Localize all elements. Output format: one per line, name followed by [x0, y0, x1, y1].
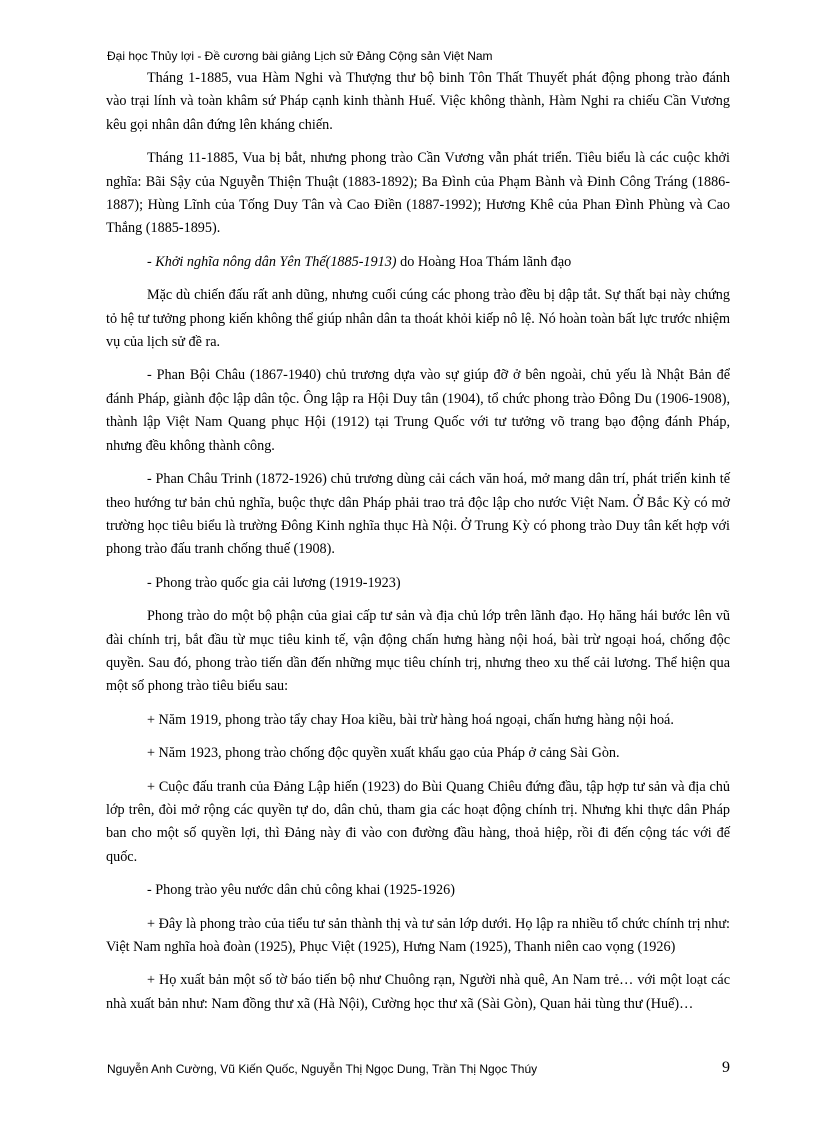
- paragraph-phan-boi-chau: - Phan Bội Châu (1867-1940) chủ trương dựa vào sự giúp đỡ ở bên ngoài, chủ yếu là Nhật Bản để đánh Pháp, giành độc lập dân tộc. Ông lập ra Hội Duy tân (1904), tổ chức phong trào Đông Du (1906-1908), thành lập Việt Nam Quang phục Hội (1912) tại Trung Quốc với tư tưởng võ trang bạo động đánh Pháp, nhưng đều không thành công.: [106, 367, 730, 454]
- paragraph-tieu-tu-san: + Đây là phong trào của tiểu tư sản thành thị và tư sản lớp dưới. Họ lập ra nhiều tổ chức chính trị như: Việt Nam nghĩa hoà đoàn (1925), Phục Việt (1925), Hưng Nam (1925), Thanh niên cao vọng (1926): [106, 915, 730, 955]
- paragraph-failure: Mặc dù chiến đấu rất anh dũng, nhưng cuối cúng các phong trào đều bị dập tắt. Sự thất bại này chứng tỏ hệ tư tưởng phong kiến không thể giúp nhân dân ta thoát khỏi kiếp nô lệ. Nó hoàn toàn bất lực trước nhiệm vụ của lịch sử đề ra.: [106, 287, 730, 351]
- body-text: [106, 67, 730, 1016]
- running-footer: Nguyễn Anh Cường, Vũ Kiến Quốc, Nguyễn Thị Ngọc Dung, Trần Thị Ngọc Thúy: [107, 1062, 538, 1076]
- page-number: 9: [722, 1059, 730, 1076]
- paragraph-heading-cai-luong: - Phong trào quốc gia cải lương (1919-1923): [147, 574, 401, 591]
- paragraph-heading-dan-chu: - Phong trào yêu nước dân chủ công khai (1925-1926): [147, 882, 455, 899]
- paragraph-phan-chau-trinh: - Phan Châu Trinh (1872-1926) chủ trương dùng cải cách văn hoá, mở mang dân trí, phát triển kinh tế theo hướng tư bản chủ nghĩa, buộc thực dân Pháp phải trao trả độc lập cho nước Việt Nam. Ở Bắc Kỳ có mở trường học tiêu biểu là trường Đông Kinh nghĩa thục Hà Nội. Ở Trung Kỳ có phong trào Duy tân kết hợp với phong trào đấu tranh chống thuế (1908).: [106, 471, 730, 558]
- yen-the-heading: - Khởi nghĩa nông dân Yên Thế(1885-1913): [147, 253, 397, 270]
- paragraph-cai-luong-desc: Phong trào do một bộ phận của giai cấp tư sản và địa chủ lớp trên lãnh đạo. Họ hăng hái bước lên vũ đài chính trị, bắt đầu từ mục tiêu kinh tế, vận động chấn hưng hàng nội hoá, bài trừ ngoại hoá, chống độc quyền. Sau đó, phong trào tiến dần đến những mục tiêu chính trị, nhưng theo xu thế cải lương. Thể hiện qua một số phong trào tiêu biểu sau:: [106, 608, 730, 695]
- yen-the-leader: do Hoàng Hoa Thám lãnh đạo: [396, 253, 572, 270]
- paragraph-bao-chi: + Họ xuất bản một số tờ báo tiến bộ như Chuông rạn, Người nhà quê, An Nam trẻ… với một loạt các nhà xuất bản như: Nam đồng thư xã (Hà Nội), Cường học thư xã (Sài Gòn), Quan hải tùng thư (Huế)…: [106, 972, 730, 1012]
- paragraph-1923: + Năm 1923, phong trào chống độc quyền xuất khẩu gạo của Pháp ở cảng Sài Gòn.: [147, 745, 620, 762]
- paragraph-yen-the: [106, 251, 730, 274]
- paragraph-ham-nghi: Tháng 1-1885, vua Hàm Nghi và Thượng thư bộ binh Tôn Thất Thuyết phát động phong trào đánh vào trại lính và toàn khâm sứ Pháp cạnh kinh thành Huế. Việc không thành, Hàm Nghi ra chiếu Cần Vương kêu gọi nhân dân đứng lên kháng chiến.: [106, 70, 730, 133]
- running-header: Đại học Thủy lợi - Đề cương bài giảng Lịch sử Đảng Cộng sản Việt Nam: [107, 49, 493, 63]
- paragraph-1919: + Năm 1919, phong trào tẩy chay Hoa kiều, bài trừ hàng hoá ngoại, chấn hưng hàng nội hoá.: [147, 711, 674, 728]
- paragraph-lap-hien: + Cuộc đấu tranh của Đảng Lập hiến (1923) do Bùi Quang Chiêu đứng đầu, tập hợp tư sản và địa chủ lớp trên, đòi mở rộng các quyền tự do, dân chủ, tham gia các hoạt động chính trị. Nhưng khi thực dân Pháp ban cho một số quyền lợi, thì Đảng này đi vào con đường đầu hàng, thoả hiệp, rồi đi đến cộng tác với đế quốc.: [106, 778, 730, 865]
- paragraph-can-vuong: Tháng 11-1885, Vua bị bắt, nhưng phong trào Cần Vương vẫn phát triển. Tiêu biểu là các cuộc khởi nghĩa: Bãi Sậy của Nguyễn Thiện Thuật (1883-1892); Ba Đình của Phạm Bành và Đinh Công Tráng (1886-1887); Hùng Lĩnh của Tống Duy Tân và Cao Điền (1887-1992); Hương Khê của Phan Đình Phùng và Cao Thắng (1885-1895).: [106, 150, 730, 237]
